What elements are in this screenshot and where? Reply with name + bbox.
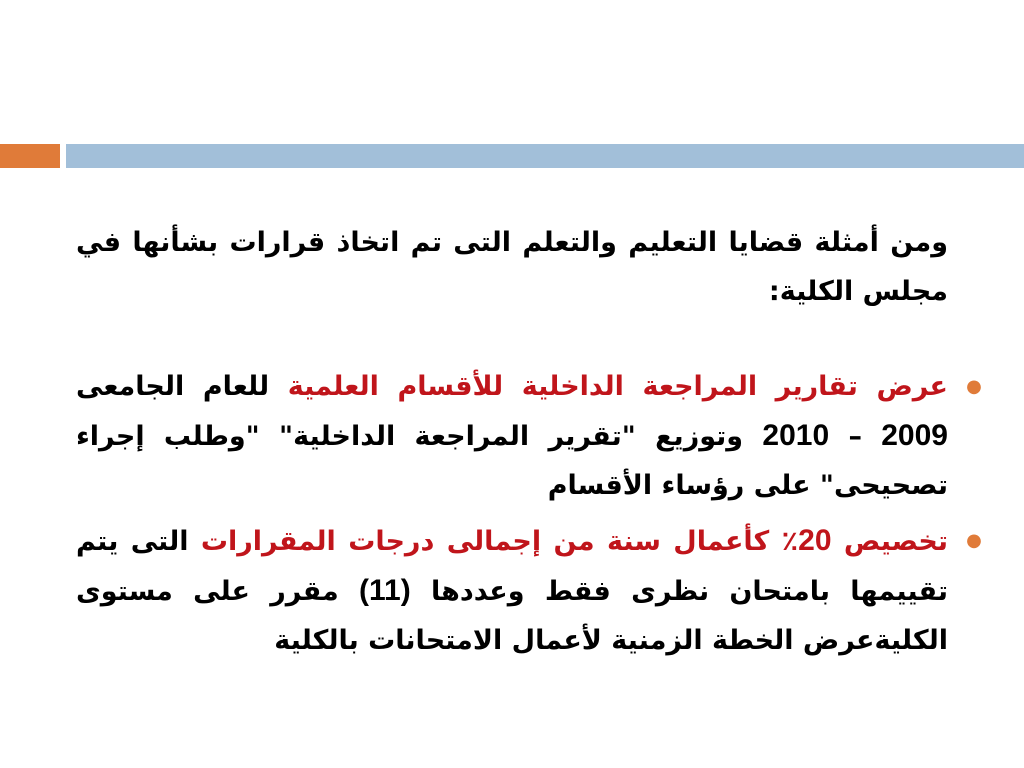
bullet-number: (11) [359, 574, 411, 607]
slide-content [76, 218, 982, 671]
bullet-highlight-number: 20 [798, 524, 832, 557]
bullet-highlight: تخصيص [831, 526, 948, 557]
bullet-number: 2009 [881, 419, 948, 452]
bullet-number: 2010 [762, 419, 830, 452]
bullet-highlight: ٪ كأعمال سنة من إجمالى درجات المقرارات [200, 526, 799, 557]
bullet-highlight: عرض تقارير المراجعة الداخلية للأقسام العلمية [287, 371, 948, 402]
bullet-dot-icon: ● [966, 530, 982, 551]
bullet-text: مقرر على مستوى الكليةعرض الخطة الزمنية لأعمال الامتحانات بالكلية [76, 576, 948, 656]
bullet-list [76, 362, 982, 665]
header-accent-orange [0, 144, 60, 168]
header-accent-blue [66, 144, 1024, 168]
bullet-text: للعام الجامعى [76, 371, 288, 402]
bullet-dot-icon: ● [966, 376, 982, 397]
bullet-text: – [829, 421, 882, 452]
intro-paragraph: ومن أمثلة قضايا التعليم والتعلم التى تم اتخاذ قرارات بشأنها في مجلس الكلية: [76, 227, 948, 307]
bullet-item-reports [76, 362, 982, 510]
bullet-item-allocation [76, 516, 982, 665]
bullet-text: وتوزيع "تقرير المراجعة الداخلية" "وطلب إجراء تصحيحى" على رؤساء الأقسام [76, 421, 948, 501]
bullet-text: التى يتم تقييمها بامتحان نظرى فقط وعددها [76, 526, 948, 607]
